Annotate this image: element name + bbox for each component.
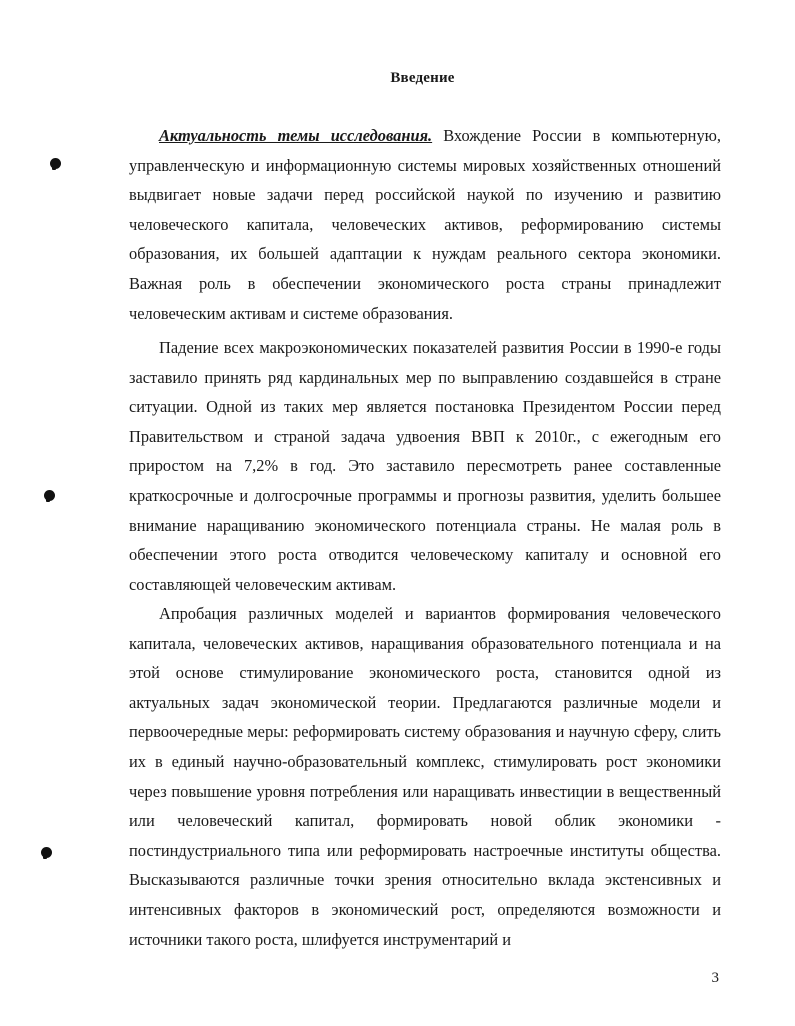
page-number: 3 [711, 970, 719, 986]
paragraph-relevance-text: Вхождение России в компьютерную, управленческую и информационную системы мировых хозяйственных отношений выдвигает новые задачи перед российской наукой по изучению и развитию человеческого капитала, человеческих активов, реформированию системы образования, их большей адаптации к нуждам реального сектора экономики. Важная роль в обеспечении экономического роста страны принадлежит человеческим активам и системе образования. [129, 126, 721, 323]
punch-hole-mark [41, 847, 52, 858]
paragraph-approbation: Апробация различных моделей и вариантов формирования человеческого капитала, человеческих активов, наращивания образовательного потенциала и на этой основе стимулирование экономического роста, становится одной из актуальных задач экономической теории. Предлагаются различные модели и первоочередные меры: реформировать систему образования и научную сферу, слить их в единый научно-образовательный комплекс, стимулировать рост экономики через повышение уровня потребления или наращивать инвестиции в вещественный или человеческий капитал, формировать новой облик экономики - постиндустриального типа или реформировать настроечные институты общества. Высказываются различные точки зрения относительно вклада экстенсивных и интенсивных факторов в экономический рост, определяются возможности и источники такого роста, шлифуется инструментарий и [129, 604, 721, 949]
paragraph-relevance [129, 121, 721, 328]
relevance-heading: Актуальность темы исследования. [159, 126, 433, 145]
page-title: Введение [390, 70, 455, 86]
punch-hole-mark [44, 490, 55, 501]
paragraph-decline: Падение всех макроэкономических показателей развития России в 1990-е годы заставило принять ряд кардинальных мер по выправлению создавшейся в стране ситуации. Одной из таких мер является постановка Президентом России перед Правительством и страной задача удвоения ВВП к 2010г., с ежегодным его приростом на 7,2% в год. Это заставило пересмотреть ранее составленные краткосрочные и долгосрочные программы и прогнозы развития, уделить большее внимание наращиванию экономического потенциала страны. Не малая роль в обеспечении этого роста отводится человеческому капиталу и основной его составляющей человеческим активам. [129, 338, 721, 594]
punch-hole-mark [50, 158, 61, 169]
